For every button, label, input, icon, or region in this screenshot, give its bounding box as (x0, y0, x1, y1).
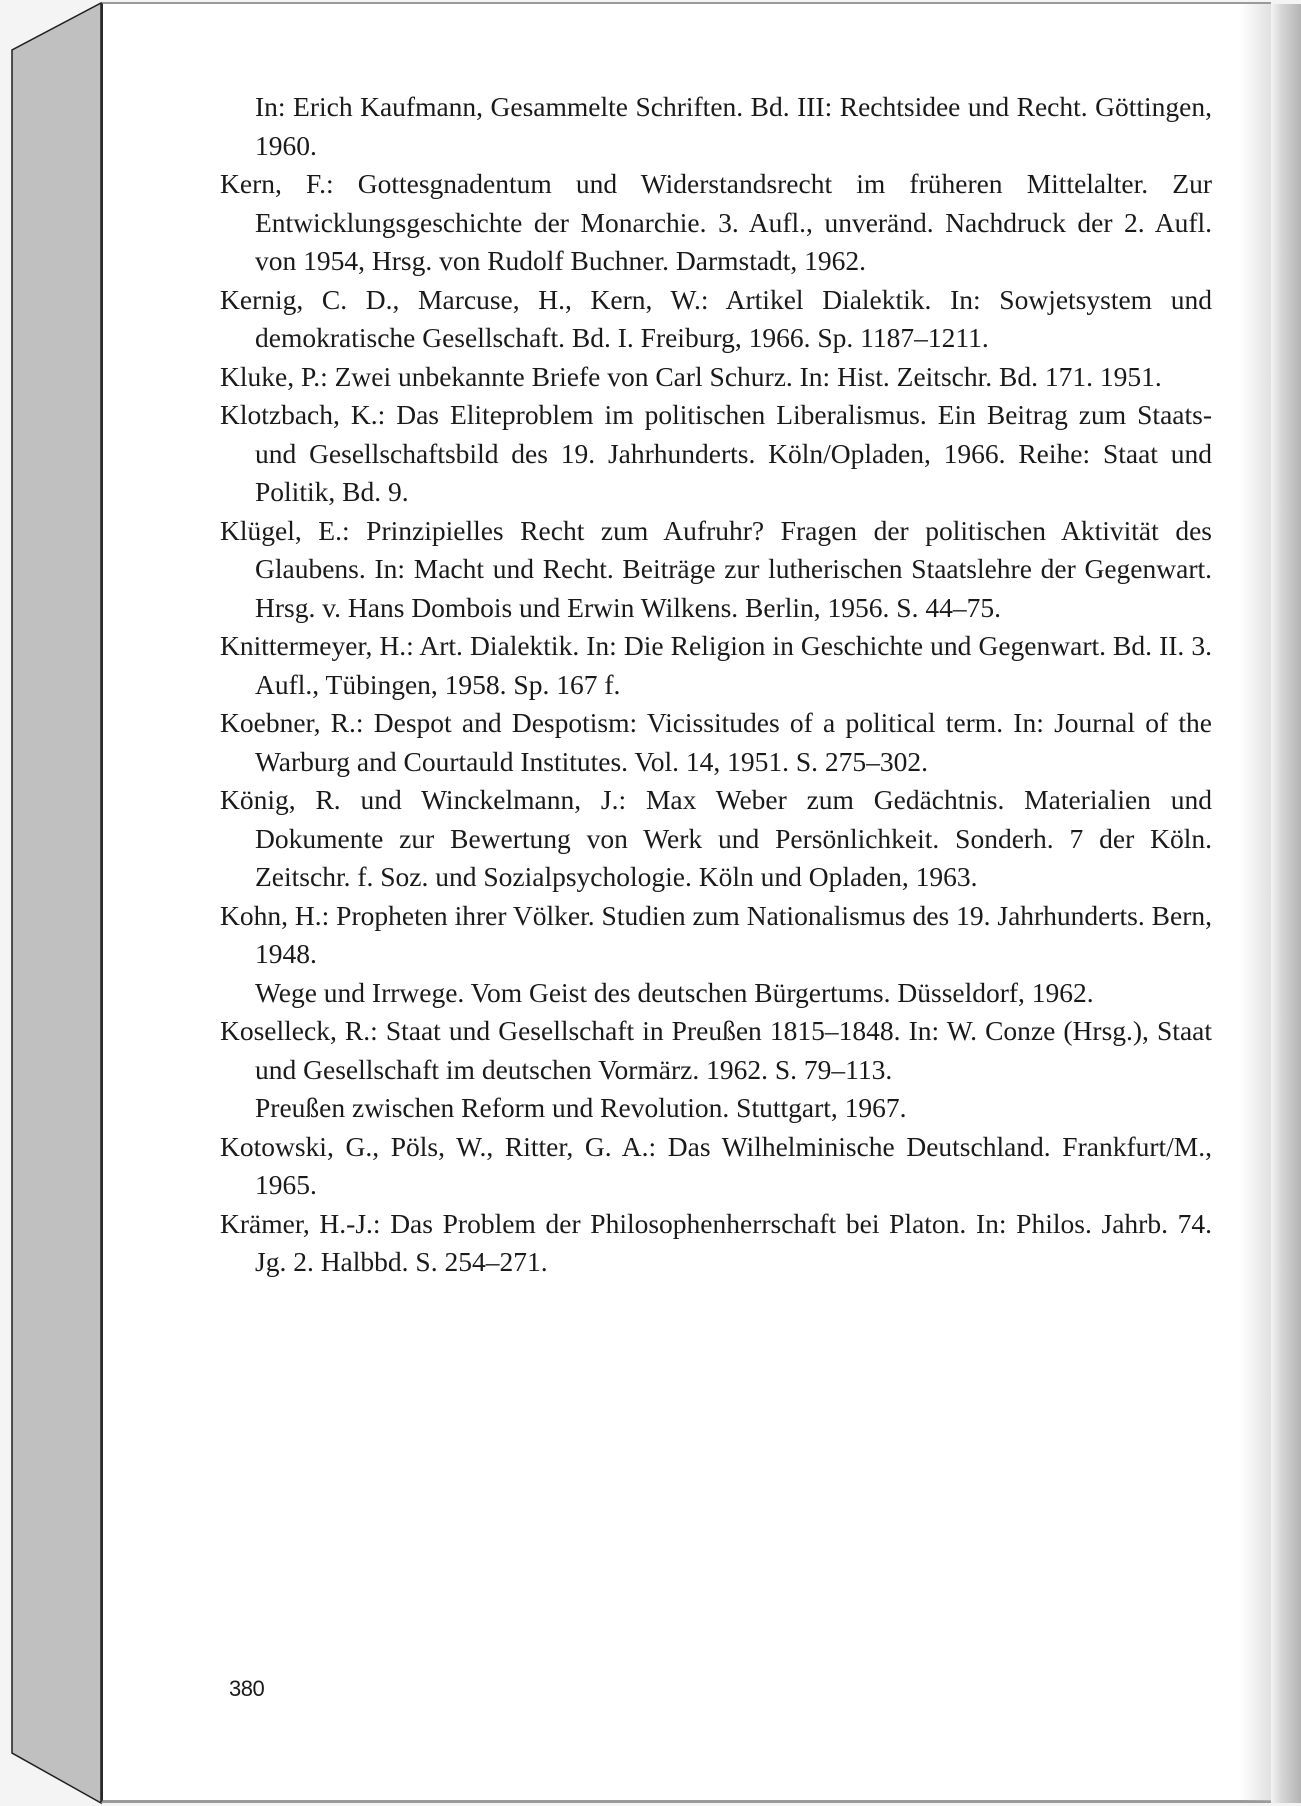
bibliography-entry: Kernig, C. D., Marcuse, H., Kern, W.: Artikel Dialektik. In: Sowjetsystem und demokratische Gesellschaft. Bd. I. Freiburg, 1966. Sp. 1187–1211. (220, 283, 1212, 353)
book-spine (0, 0, 104, 1806)
bibliography-sub-entry: Wege und Irrwege. Vom Geist des deutschen Bürgertums. Düsseldorf, 1962. (255, 976, 1094, 1008)
bibliography-entry: Krämer, H.-J.: Das Problem der Philosophenherrschaft bei Platon. In: Philos. Jahrb. 74. Jg. 2. Halbbd. S. 254–271. (220, 1207, 1212, 1277)
bibliography-entry: Kohn, H.: Propheten ihrer Völker. Studien zum Nationalismus des 19. Jahrhunderts. Bern, 1948. (220, 899, 1212, 969)
book-spine-shape (0, 0, 104, 1806)
page-edge-shade (1240, 4, 1271, 1801)
bibliography-entry: Kluke, P.: Zwei unbekannte Briefe von Carl Schurz. In: Hist. Zeitschr. Bd. 171. 1951. (220, 360, 1162, 392)
bibliography-list (220, 88, 1212, 1282)
page-number: 380 (229, 1676, 265, 1701)
bibliography-entry: Koebner, R.: Despot and Despotism: Vicissitudes of a political term. In: Journal of the Warburg and Courtauld Institutes. Vol. 14, 1951. S. 275–302. (220, 707, 1212, 777)
bibliography-sub-entry: Preußen zwischen Reform und Revolution. Stuttgart, 1967. (255, 1092, 907, 1123)
bibliography-entry: Klügel, E.: Prinzipielles Recht zum Aufruhr? Fragen der politischen Aktivität des Glaubens. In: Macht und Recht. Beiträge zur lutherischen Staatslehre der Gegenwart. Hrsg. v. Hans Dombois und Erwin Wilkens. Berlin, 1956. S. 44–75. (220, 514, 1212, 623)
bibliography-entry: Klotzbach, K.: Das Eliteproblem im politischen Liberalismus. Ein Beitrag zum Staats- und Gesellschaftsbild des 19. Jahrhunderts. Köln/Opladen, 1966. Reihe: Staat und Politik, Bd. 9. (220, 399, 1212, 507)
bibliography-entry: Kotowski, G., Pöls, W., Ritter, G. A.: Das Wilhelminische Deutschland. Frankfurt/M., 1965. (220, 1130, 1212, 1200)
bibliography-entry-continuation: In: Erich Kaufmann, Gesammelte Schriften. Bd. III: Rechtsidee und Recht. Göttingen, 1960. (255, 91, 1212, 161)
page-edge (1271, 4, 1301, 1803)
bibliography-entry: Knittermeyer, H.: Art. Dialektik. In: Die Religion in Geschichte und Gegenwart. Bd. II. 3. Aufl., Tübingen, 1958. Sp. 167 f. (220, 630, 1212, 700)
bibliography-entry: Koselleck, R.: Staat und Gesellschaft in Preußen 1815–1848. In: W. Conze (Hrsg.), Staat und Gesellschaft im deutschen Vormärz. 1962. S. 79–113. (220, 1015, 1212, 1085)
bibliography-entry: Kern, F.: Gottesgnadentum und Widerstandsrecht im früheren Mittelalter. Zur Entwicklungsgeschichte der Monarchie. 3. Aufl., unveränd. Nachdruck der 2. Aufl. von 1954, Hrsg. von Rudolf Buchner. Darmstadt, 1962. (220, 168, 1212, 276)
bibliography-entry: König, R. und Winckelmann, J.: Max Weber zum Gedächtnis. Materialien und Dokumente zur Bewertung von Werk und Persönlichkeit. Sonderh. 7 der Köln. Zeitschr. f. Soz. und Sozialpsychologie. Köln und Opladen, 1963. (220, 784, 1212, 892)
